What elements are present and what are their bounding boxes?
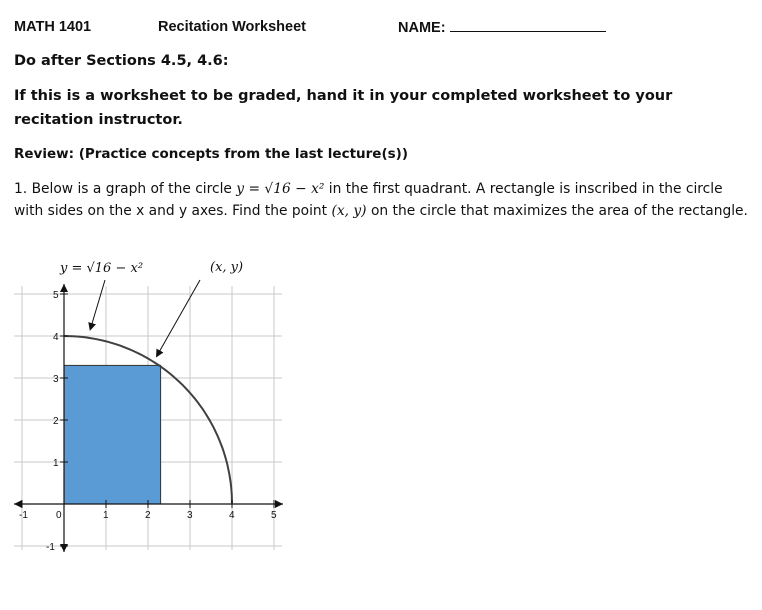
sections-line: Do after Sections 4.5, 4.6:: [14, 53, 229, 69]
graded-line-2: recitation instructor.: [14, 112, 183, 128]
y-tick-label: -1: [46, 542, 55, 553]
problem-text-3: on the circle that maximizes the area of the rectangle.: [370, 203, 748, 219]
name-blank-line: [450, 19, 606, 32]
review-heading: Review: (Practice concepts from the last lecture(s)): [14, 146, 409, 162]
name-field: [398, 19, 606, 36]
point-label-arrow: [158, 280, 200, 354]
graded-line-1: If this is a worksheet to be graded, hand it in your completed worksheet to your: [14, 88, 673, 104]
problem-text-1: Below is a graph of the circle: [31, 181, 232, 197]
x-tick-label: 3: [187, 510, 193, 521]
problem-1: [14, 178, 754, 222]
curve-label-arrow: [91, 280, 105, 327]
point-label: (x, y): [210, 260, 244, 275]
problem-number: 1.: [14, 181, 28, 197]
name-label: NAME:: [398, 20, 446, 36]
problem-point: (x, y): [331, 203, 367, 219]
y-tick-label: 4: [53, 332, 59, 343]
x-tick-label: 2: [145, 510, 151, 521]
y-tick-label: 1: [53, 458, 59, 469]
worksheet-title: Recitation Worksheet: [158, 19, 306, 35]
curve-label: y = √16 − x²: [60, 261, 144, 276]
course-code: MATH 1401: [14, 19, 92, 35]
x-tick-label: 1: [103, 510, 109, 521]
problem-text-2: in the first quadrant. A rectangle is inscribed in the circle with sides on the x and y axes. Find the point: [14, 181, 723, 219]
x-tick-label: 4: [229, 510, 235, 521]
problem-equation: y = √16 − x²: [236, 181, 325, 197]
y-tick-label: 2: [53, 416, 59, 427]
inscribed-rectangle: [64, 365, 161, 504]
x-tick-label: 0: [56, 510, 62, 521]
x-tick-label: -1: [19, 510, 28, 521]
x-tick-label: 5: [271, 510, 277, 521]
circle-graph: [0, 250, 762, 570]
y-tick-label: 3: [53, 374, 59, 385]
y-tick-label: 5: [53, 290, 59, 301]
